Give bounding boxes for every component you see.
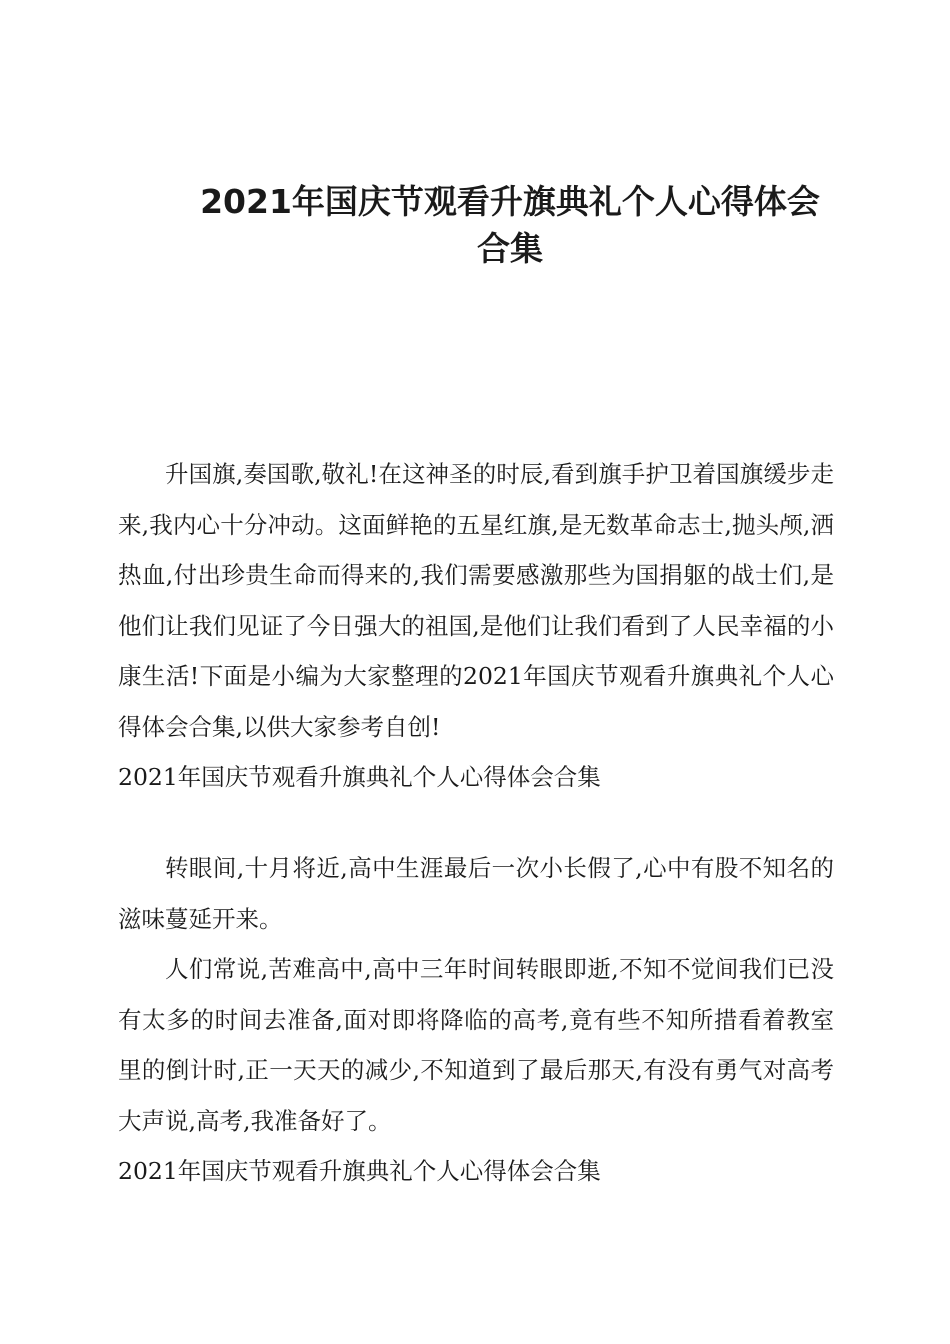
paragraph-1: 转眼间,十月将近,高中生涯最后一次小长假了,心中有股不知名的滋味蔓延开来。 (118, 854, 834, 933)
title-line-2: 合集 (477, 229, 543, 268)
section-heading-2: 2021年国庆节观看升旗典礼个人心得体会合集 (118, 1157, 601, 1185)
paragraph-2: 人们常说,苦难高中,高中三年时间转眼即逝,不知不觉间我们已没有太多的时间去准备,面对即将降临的高考,竟有些不知所措看着教室里的倒计时,正一天天的减少,不知道到了最后那天,有没有勇气对高考大声说,高考,我准备好了。 (118, 955, 834, 1135)
intro-section (118, 449, 834, 803)
section-heading-1: 2021年国庆节观看升旗典礼个人心得体会合集 (118, 763, 601, 791)
title-line-1: 2021年国庆节观看升旗典礼个人心得体会 (200, 182, 820, 221)
content-section (118, 843, 834, 1197)
document-title (140, 178, 880, 272)
intro-paragraph: 升国旗,奏国歌,敬礼!在这神圣的时辰,看到旗手护卫着国旗缓步走来,我内心十分冲动。这面鲜艳的五星红旗,是无数革命志士,抛头颅,洒热血,付出珍贵生命而得来的,我们需要感激那些为国捐躯的战士们,是他们让我们见证了今日强大的祖国,是他们让我们看到了人民幸福的小康生活!下面是小编为大家整理的2021年国庆节观看升旗典礼个人心得体会合集,以供大家参考自创! (118, 460, 834, 741)
